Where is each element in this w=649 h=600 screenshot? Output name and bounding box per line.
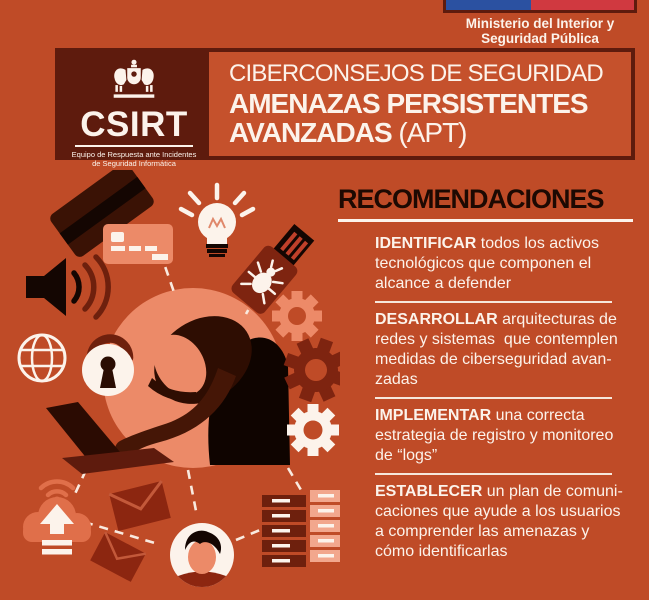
header-title-line1: AMENAZAS PERSISTENTES: [229, 88, 588, 119]
ministry-name: [443, 16, 637, 46]
item-divider: [375, 473, 612, 475]
recommendation-item: DESARROLLAR arquitecturas de redes y sistemas que contemplen medidas de ciberseguridad avan- zadas: [375, 311, 618, 388]
csirt-subtitle: Equipo de Respuesta ante Incidentes de Seguridad Informática: [71, 150, 197, 168]
item-divider: [375, 301, 612, 303]
ministry-line2: Seguridad Pública: [481, 31, 599, 46]
user-avatar: [170, 523, 234, 590]
flag-blue-field: [446, 0, 531, 10]
header-titles: [209, 52, 603, 156]
recommendation-item: IMPLEMENTAR una correcta estrategia de registro y monitoreo de “logs”: [375, 407, 614, 464]
header-title-line2: AVANZADAS (APT): [229, 117, 467, 148]
csirt-logo: [59, 52, 209, 168]
recommendation-item: IDENTIFICAR todos los activos tecnológicos que componen el alcance a defender: [375, 235, 600, 292]
credit-card-icon: [48, 170, 173, 264]
csirt-divider: [75, 145, 193, 147]
hacker-illustration: [0, 170, 340, 600]
flag-red-field: [531, 0, 634, 10]
server-stack-icon: [262, 490, 340, 567]
lightbulb-icon: [181, 185, 253, 257]
megaphone-icon: [26, 257, 108, 317]
padlock-open-icon: [82, 339, 134, 396]
cloud-upload-icon: [23, 497, 91, 555]
header-kicker: CIBERCONSEJOS DE SEGURIDAD: [229, 60, 603, 87]
chile-flag-icon: [443, 0, 637, 13]
recommendations-section: [338, 182, 633, 562]
government-logo: [443, 0, 637, 46]
recommendation-item: ESTABLECER un plan de comuni- caciones que ayude a los usuarios a comprender las amenazas y cómo identificarlas: [375, 483, 623, 560]
item-divider: [375, 397, 612, 399]
ministry-line1: Ministerio del Interior y: [465, 16, 615, 31]
coat-of-arms-icon: [107, 58, 161, 102]
header-band: [55, 48, 635, 168]
csirt-acronym: CSIRT: [80, 105, 188, 144]
envelope-icon: [90, 481, 171, 582]
recommendations-underline: [338, 219, 633, 222]
globe-icon: [19, 335, 65, 381]
recommendations-heading: RECOMENDACIONES: [338, 184, 604, 214]
